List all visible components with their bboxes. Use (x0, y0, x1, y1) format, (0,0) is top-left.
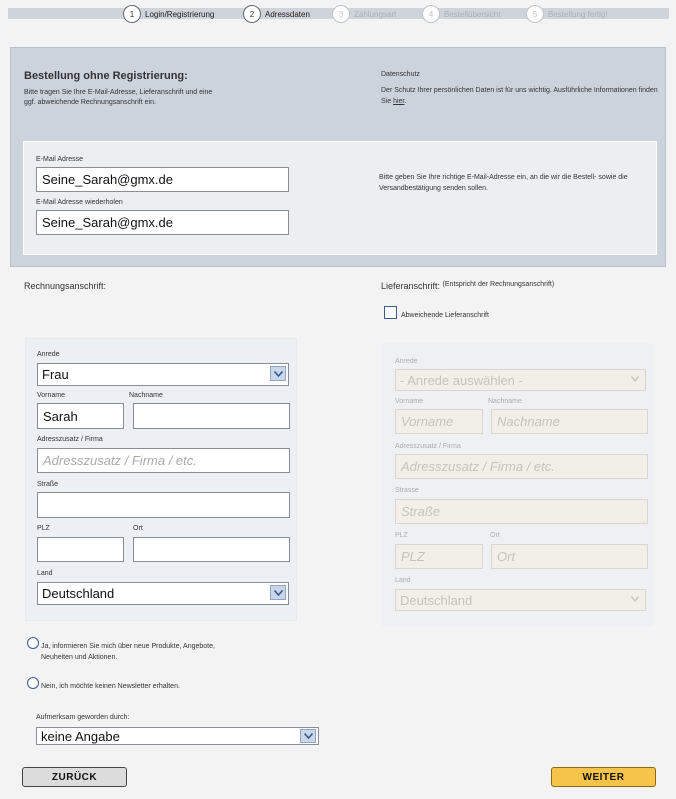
newsletter-no-radio[interactable] (27, 677, 39, 689)
step-number: 1 (123, 5, 141, 23)
referral-label: Aufmerksam geworden durch: (36, 714, 130, 721)
different-shipping-checkbox[interactable] (384, 306, 397, 319)
step-number: 2 (243, 5, 261, 23)
step-label: Bestellung fertig! (548, 9, 608, 19)
city-input[interactable] (133, 537, 290, 562)
shipping-country-value: Deutschland (400, 592, 473, 608)
progress-step-payment (332, 4, 396, 24)
salutation-select[interactable] (37, 363, 289, 386)
step-label: Adressdaten (265, 9, 310, 19)
shipping-form (381, 343, 653, 626)
address-extra-input[interactable]: Adresszusatz / Firma / etc. (37, 448, 290, 473)
chevron-down-icon[interactable] (300, 729, 316, 743)
email-input[interactable]: Seine_Sarah@gmx.de (36, 167, 289, 192)
newsletter-no-label: Nein, ich möchte keinen Newsletter erhalten. (41, 683, 180, 690)
privacy-title: Datenschutz (381, 71, 420, 78)
billing-heading: Rechnungsanschrift: (24, 281, 107, 291)
email-section (23, 141, 657, 255)
shipping-firstname-input: Vorname (395, 409, 483, 434)
step-label: Login/Registrierung (145, 9, 215, 19)
shipping-zip-label: PLZ (395, 532, 408, 539)
progress-step-login (123, 4, 214, 24)
progress-step-overview (422, 4, 500, 24)
newsletter-yes-label: Ja, informieren Sie mich über neue Produkte, Angebote, Neuheiten und Aktionen. (41, 643, 215, 661)
chevron-down-icon[interactable] (270, 585, 286, 600)
email-note: Bitte geben Sie Ihre richtige E-Mail-Adresse ein, an die wir die Bestell- sowie die Versandbestätigung senden sollen. (379, 174, 628, 192)
different-shipping-label: Abweichende Lieferanschrift (401, 312, 489, 319)
address-extra-label: Adresszusatz / Firma (37, 436, 103, 443)
chevron-down-icon (631, 596, 639, 602)
lastname-input[interactable] (133, 403, 290, 429)
privacy-link[interactable]: hier (393, 98, 405, 105)
email-label: E-Mail Adresse (36, 156, 84, 163)
salutation-label: Anrede (37, 351, 60, 358)
chevron-down-icon[interactable] (270, 366, 286, 381)
shipping-lastname-label: Nachname (488, 398, 522, 405)
firstname-label: Vorname (37, 392, 66, 399)
shipping-salutation-placeholder: - Anrede auswählen - (400, 372, 523, 388)
shipping-heading-text: Lieferanschrift: (381, 281, 441, 291)
intro-text: Bitte tragen Sie Ihre E-Mail-Adresse, Lieferanschrift und eine ggf. abweichende Rechnungsanschrift ein. (24, 89, 213, 106)
salutation-value: Frau (42, 367, 69, 382)
shipping-lastname-input: Nachname (491, 409, 648, 434)
email-repeat-input[interactable]: Seine_Sarah@gmx.de (36, 210, 289, 235)
shipping-firstname-label: Vorname (395, 398, 424, 405)
billing-form (25, 338, 297, 621)
referral-value: keine Angabe (41, 728, 120, 744)
page-title: Bestellung ohne Registrierung: (24, 70, 188, 82)
privacy-text (381, 85, 661, 107)
next-button[interactable]: WEITER (551, 767, 656, 787)
shipping-address-extra-label: Adresszusatz / Firma (395, 443, 461, 450)
shipping-city-label: Ort (490, 532, 500, 539)
street-label: Straße (37, 481, 59, 488)
chevron-down-icon (631, 376, 639, 382)
zip-input[interactable] (37, 537, 124, 562)
country-select[interactable] (37, 582, 289, 605)
shipping-heading (381, 281, 554, 291)
shipping-heading-note: (Entspricht der Rechnungsanschrift) (442, 281, 555, 288)
privacy-text-body: Der Schutz Ihrer persönlichen Daten ist für uns wichtig. Ausführliche Informationen finden Sie (381, 87, 658, 105)
email-repeat-label: E-Mail Adresse wiederholen (36, 199, 123, 206)
country-value: Deutschland (42, 586, 115, 601)
shipping-country-select (395, 589, 646, 611)
shipping-city-input: Ort (491, 544, 648, 569)
back-button[interactable]: ZURÜCK (22, 767, 127, 787)
privacy-text-end: . (404, 98, 407, 105)
zip-label: PLZ (37, 525, 50, 532)
city-label: Ort (133, 525, 143, 532)
guest-order-panel (10, 47, 666, 267)
step-label: Zahlungsart (354, 9, 397, 19)
shipping-country-label: Land (395, 577, 411, 584)
newsletter-yes-radio[interactable] (27, 637, 39, 649)
shipping-salutation-select (395, 369, 646, 391)
shipping-street-label: Strasse (395, 487, 419, 494)
step-number: 5 (526, 5, 544, 23)
step-label: Bestellübersicht (444, 9, 501, 19)
shipping-street-input: Straße (395, 499, 648, 524)
shipping-zip-input: PLZ (395, 544, 483, 569)
progress-step-address (243, 4, 310, 24)
referral-select[interactable] (36, 727, 319, 745)
step-number: 4 (422, 5, 440, 23)
country-label: Land (37, 570, 53, 577)
progress-step-finished (526, 4, 608, 24)
street-input[interactable] (37, 492, 290, 518)
lastname-label: Nachname (129, 392, 163, 399)
shipping-salutation-label: Anrede (395, 358, 418, 365)
firstname-input[interactable]: Sarah (37, 403, 124, 429)
step-number: 3 (332, 5, 350, 23)
shipping-address-extra-input: Adresszusatz / Firma / etc. (395, 454, 648, 479)
